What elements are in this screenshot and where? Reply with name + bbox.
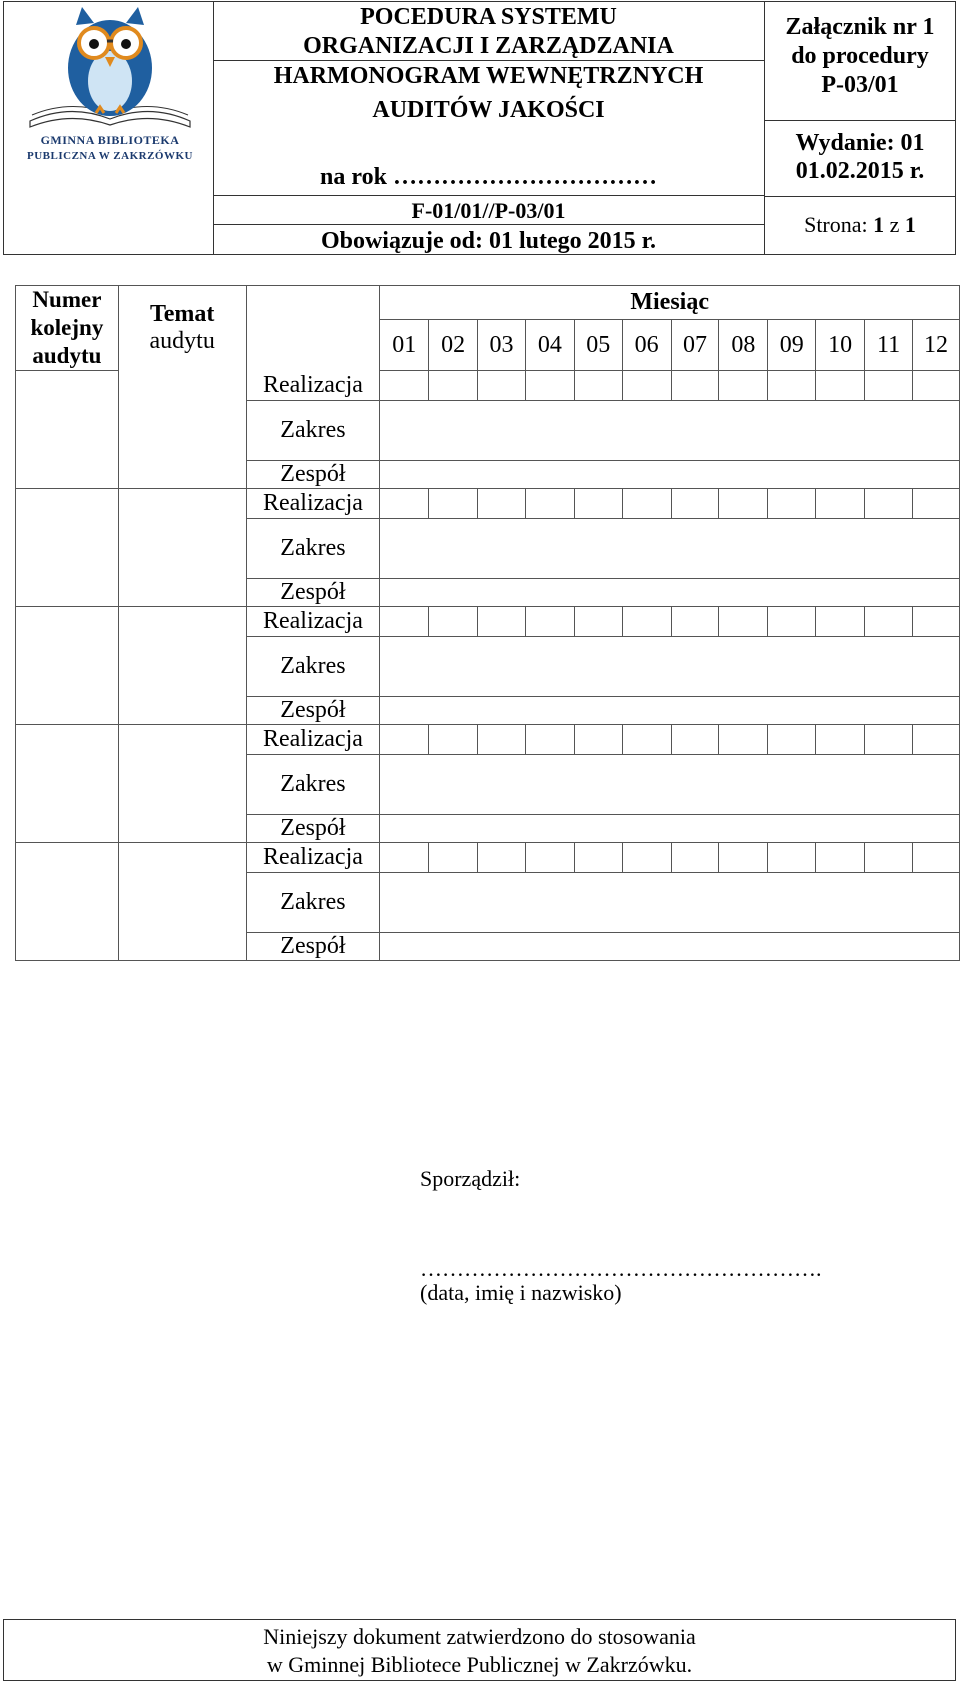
audit-topic-cell[interactable]	[118, 843, 246, 961]
month-header-cell: 11	[865, 320, 913, 371]
header-divider	[213, 195, 764, 196]
zakres-label: Zakres	[246, 873, 380, 933]
month-cell[interactable]	[768, 725, 816, 755]
zakres-label: Zakres	[246, 755, 380, 815]
month-cell[interactable]	[768, 843, 816, 873]
col-topic-line: Temat	[149, 301, 215, 328]
month-cell[interactable]	[671, 371, 719, 401]
zespol-label: Zespół	[246, 815, 380, 843]
month-cell[interactable]	[671, 843, 719, 873]
month-cell[interactable]	[622, 725, 671, 755]
valid-from: Obowiązuje od: 01 lutego 2015 r.	[320, 228, 657, 254]
audit-topic-cell[interactable]	[118, 489, 246, 607]
audit-number-cell[interactable]	[16, 725, 119, 843]
month-cell[interactable]	[719, 371, 768, 401]
realizacja-label: Realizacja	[246, 371, 380, 401]
zakres-field[interactable]	[380, 637, 960, 697]
zakres-label: Zakres	[246, 401, 380, 461]
month-cell[interactable]	[380, 607, 429, 637]
month-cell[interactable]	[816, 843, 865, 873]
month-cell[interactable]	[622, 489, 671, 519]
header-divider	[213, 60, 764, 61]
attachment-line-3: P-03/01	[821, 72, 899, 98]
month-cell[interactable]	[622, 843, 671, 873]
month-header-cell: 03	[478, 320, 526, 371]
month-cell[interactable]	[478, 843, 526, 873]
zakres-label: Zakres	[246, 637, 380, 697]
audit-row	[16, 489, 960, 519]
col-number-line: Numer	[32, 287, 102, 312]
month-cell[interactable]	[429, 725, 478, 755]
signature-caption: (data, imię i nazwisko)	[420, 1280, 622, 1305]
zespol-field[interactable]	[380, 697, 960, 725]
month-cell[interactable]	[912, 607, 959, 637]
month-cell[interactable]	[380, 725, 429, 755]
month-cell[interactable]	[574, 607, 622, 637]
audit-topic-cell[interactable]	[118, 607, 246, 725]
month-cell[interactable]	[380, 371, 429, 401]
month-cell[interactable]	[622, 371, 671, 401]
title-line-2: ORGANIZACJI I ZARZĄDZANIA	[303, 33, 674, 59]
audit-number-cell[interactable]	[16, 489, 119, 607]
month-cell[interactable]	[525, 489, 574, 519]
zakres-field[interactable]	[380, 755, 960, 815]
month-cell[interactable]	[574, 843, 622, 873]
zakres-field[interactable]	[380, 519, 960, 579]
audit-number-cell[interactable]	[16, 607, 119, 725]
empty-header-cell	[246, 286, 380, 371]
month-cell[interactable]	[912, 489, 959, 519]
header-divider	[764, 196, 956, 197]
month-cell[interactable]	[525, 607, 574, 637]
edition: Wydanie: 01	[795, 130, 925, 156]
realizacja-label: Realizacja	[246, 489, 380, 519]
audit-number-cell[interactable]	[16, 843, 119, 961]
month-cell[interactable]	[429, 489, 478, 519]
month-cell[interactable]	[865, 607, 913, 637]
form-code: F-01/01//P-03/01	[411, 198, 566, 223]
month-cell[interactable]	[380, 489, 429, 519]
audit-row	[16, 371, 960, 401]
zespol-label: Zespół	[246, 933, 380, 961]
month-header-cell: 12	[912, 320, 959, 371]
zakres-field[interactable]	[380, 873, 960, 933]
col-number-line: audytu	[32, 343, 102, 368]
month-header-cell: 02	[429, 320, 478, 371]
logo-line-2: PUBLICZNA W ZAKRZÓWKU	[27, 150, 193, 162]
month-cell[interactable]	[574, 371, 622, 401]
audit-schedule-table	[15, 285, 960, 961]
approval-box	[3, 1619, 956, 1681]
col-number-line: kolejny	[30, 315, 104, 340]
attachment-line-1: Załącznik nr 1	[785, 14, 935, 40]
month-header-cell: 07	[671, 320, 719, 371]
month-header-cell: 05	[574, 320, 622, 371]
month-cell[interactable]	[768, 489, 816, 519]
month-cell[interactable]	[768, 607, 816, 637]
month-cell[interactable]	[671, 725, 719, 755]
month-cell[interactable]	[429, 371, 478, 401]
month-header: Miesiąc	[380, 286, 960, 320]
month-cell[interactable]	[865, 371, 913, 401]
month-cell[interactable]	[478, 371, 526, 401]
approval-line-2: w Gminnej Bibliotece Publicznej w Zakrzówku.	[266, 1652, 693, 1677]
month-cell[interactable]	[478, 607, 526, 637]
month-header-cell: 09	[768, 320, 816, 371]
month-cell[interactable]	[429, 607, 478, 637]
month-cell[interactable]	[719, 607, 768, 637]
prepared-by-label: Sporządził:	[420, 1166, 521, 1191]
month-header-cell: 06	[622, 320, 671, 371]
title-line-3: HARMONOGRAM WEWNĘTRZNYCH	[273, 63, 704, 89]
month-cell[interactable]	[622, 607, 671, 637]
month-cell[interactable]	[912, 725, 959, 755]
month-cell[interactable]	[574, 489, 622, 519]
col-topic-header	[118, 286, 246, 371]
zespol-field[interactable]	[380, 579, 960, 607]
audit-row	[16, 607, 960, 637]
month-cell[interactable]	[478, 489, 526, 519]
month-cell[interactable]	[816, 725, 865, 755]
zespol-label: Zespół	[246, 461, 380, 489]
zespol-label: Zespół	[246, 697, 380, 725]
page-label: Strona:	[804, 212, 868, 237]
library-logo	[10, 3, 210, 173]
month-header-cell: 08	[719, 320, 768, 371]
signature-line[interactable]: ……………………………………………….	[420, 1256, 822, 1281]
month-cell[interactable]	[865, 725, 913, 755]
title-line-1: POCEDURA SYSTEMU	[360, 4, 617, 30]
zakres-label: Zakres	[246, 519, 380, 579]
zespol-field[interactable]	[380, 461, 960, 489]
month-cell[interactable]	[865, 843, 913, 873]
month-cell[interactable]	[429, 843, 478, 873]
month-cell[interactable]	[525, 725, 574, 755]
zespol-field[interactable]	[380, 815, 960, 843]
month-cell[interactable]	[912, 371, 959, 401]
zespol-label: Zespół	[246, 579, 380, 607]
header-divider	[213, 224, 764, 225]
owl-icon	[10, 3, 210, 133]
month-cell[interactable]	[816, 607, 865, 637]
month-cell[interactable]	[380, 843, 429, 873]
attachment-line-2: do procedury	[791, 43, 929, 69]
month-cell[interactable]	[671, 489, 719, 519]
audit-topic-cell[interactable]	[118, 371, 246, 489]
month-cell[interactable]	[719, 843, 768, 873]
audit-number-cell[interactable]	[16, 371, 119, 489]
audit-row	[16, 725, 960, 755]
month-cell[interactable]	[478, 725, 526, 755]
page-current: 1	[873, 212, 885, 237]
col-topic-line: audytu	[149, 328, 215, 355]
page-number	[764, 212, 956, 238]
month-cell[interactable]	[865, 489, 913, 519]
zespol-field[interactable]	[380, 933, 960, 961]
month-cell[interactable]	[816, 371, 865, 401]
month-header-cell: 10	[816, 320, 865, 371]
month-cell[interactable]	[719, 725, 768, 755]
page-total: 1	[904, 212, 916, 237]
approval-line-1: Niniejszy dokument zatwierdzono do stosowania	[263, 1624, 696, 1649]
month-header-cell: 04	[525, 320, 574, 371]
title-line-4: AUDITÓW JAKOŚCI	[372, 97, 605, 123]
month-header-cell: 01	[380, 320, 429, 371]
month-cell[interactable]	[671, 607, 719, 637]
col-number-header	[16, 286, 119, 371]
realizacja-label: Realizacja	[246, 607, 380, 637]
edition-date: 01.02.2015 r.	[795, 158, 925, 184]
month-cell[interactable]	[525, 843, 574, 873]
month-cell[interactable]	[816, 489, 865, 519]
audit-topic-cell[interactable]	[118, 725, 246, 843]
page-of: z	[889, 212, 900, 237]
realizacja-label: Realizacja	[246, 725, 380, 755]
month-cell[interactable]	[525, 371, 574, 401]
header-divider	[764, 120, 956, 121]
zakres-field[interactable]	[380, 401, 960, 461]
audit-row	[16, 843, 960, 873]
month-cell[interactable]	[912, 843, 959, 873]
month-cell[interactable]	[719, 489, 768, 519]
month-cell[interactable]	[768, 371, 816, 401]
realizacja-label: Realizacja	[246, 843, 380, 873]
year-field[interactable]: na rok ……………………………	[320, 164, 657, 190]
month-cell[interactable]	[574, 725, 622, 755]
logo-line-1: GMINNA BIBLIOTEKA	[40, 133, 180, 147]
